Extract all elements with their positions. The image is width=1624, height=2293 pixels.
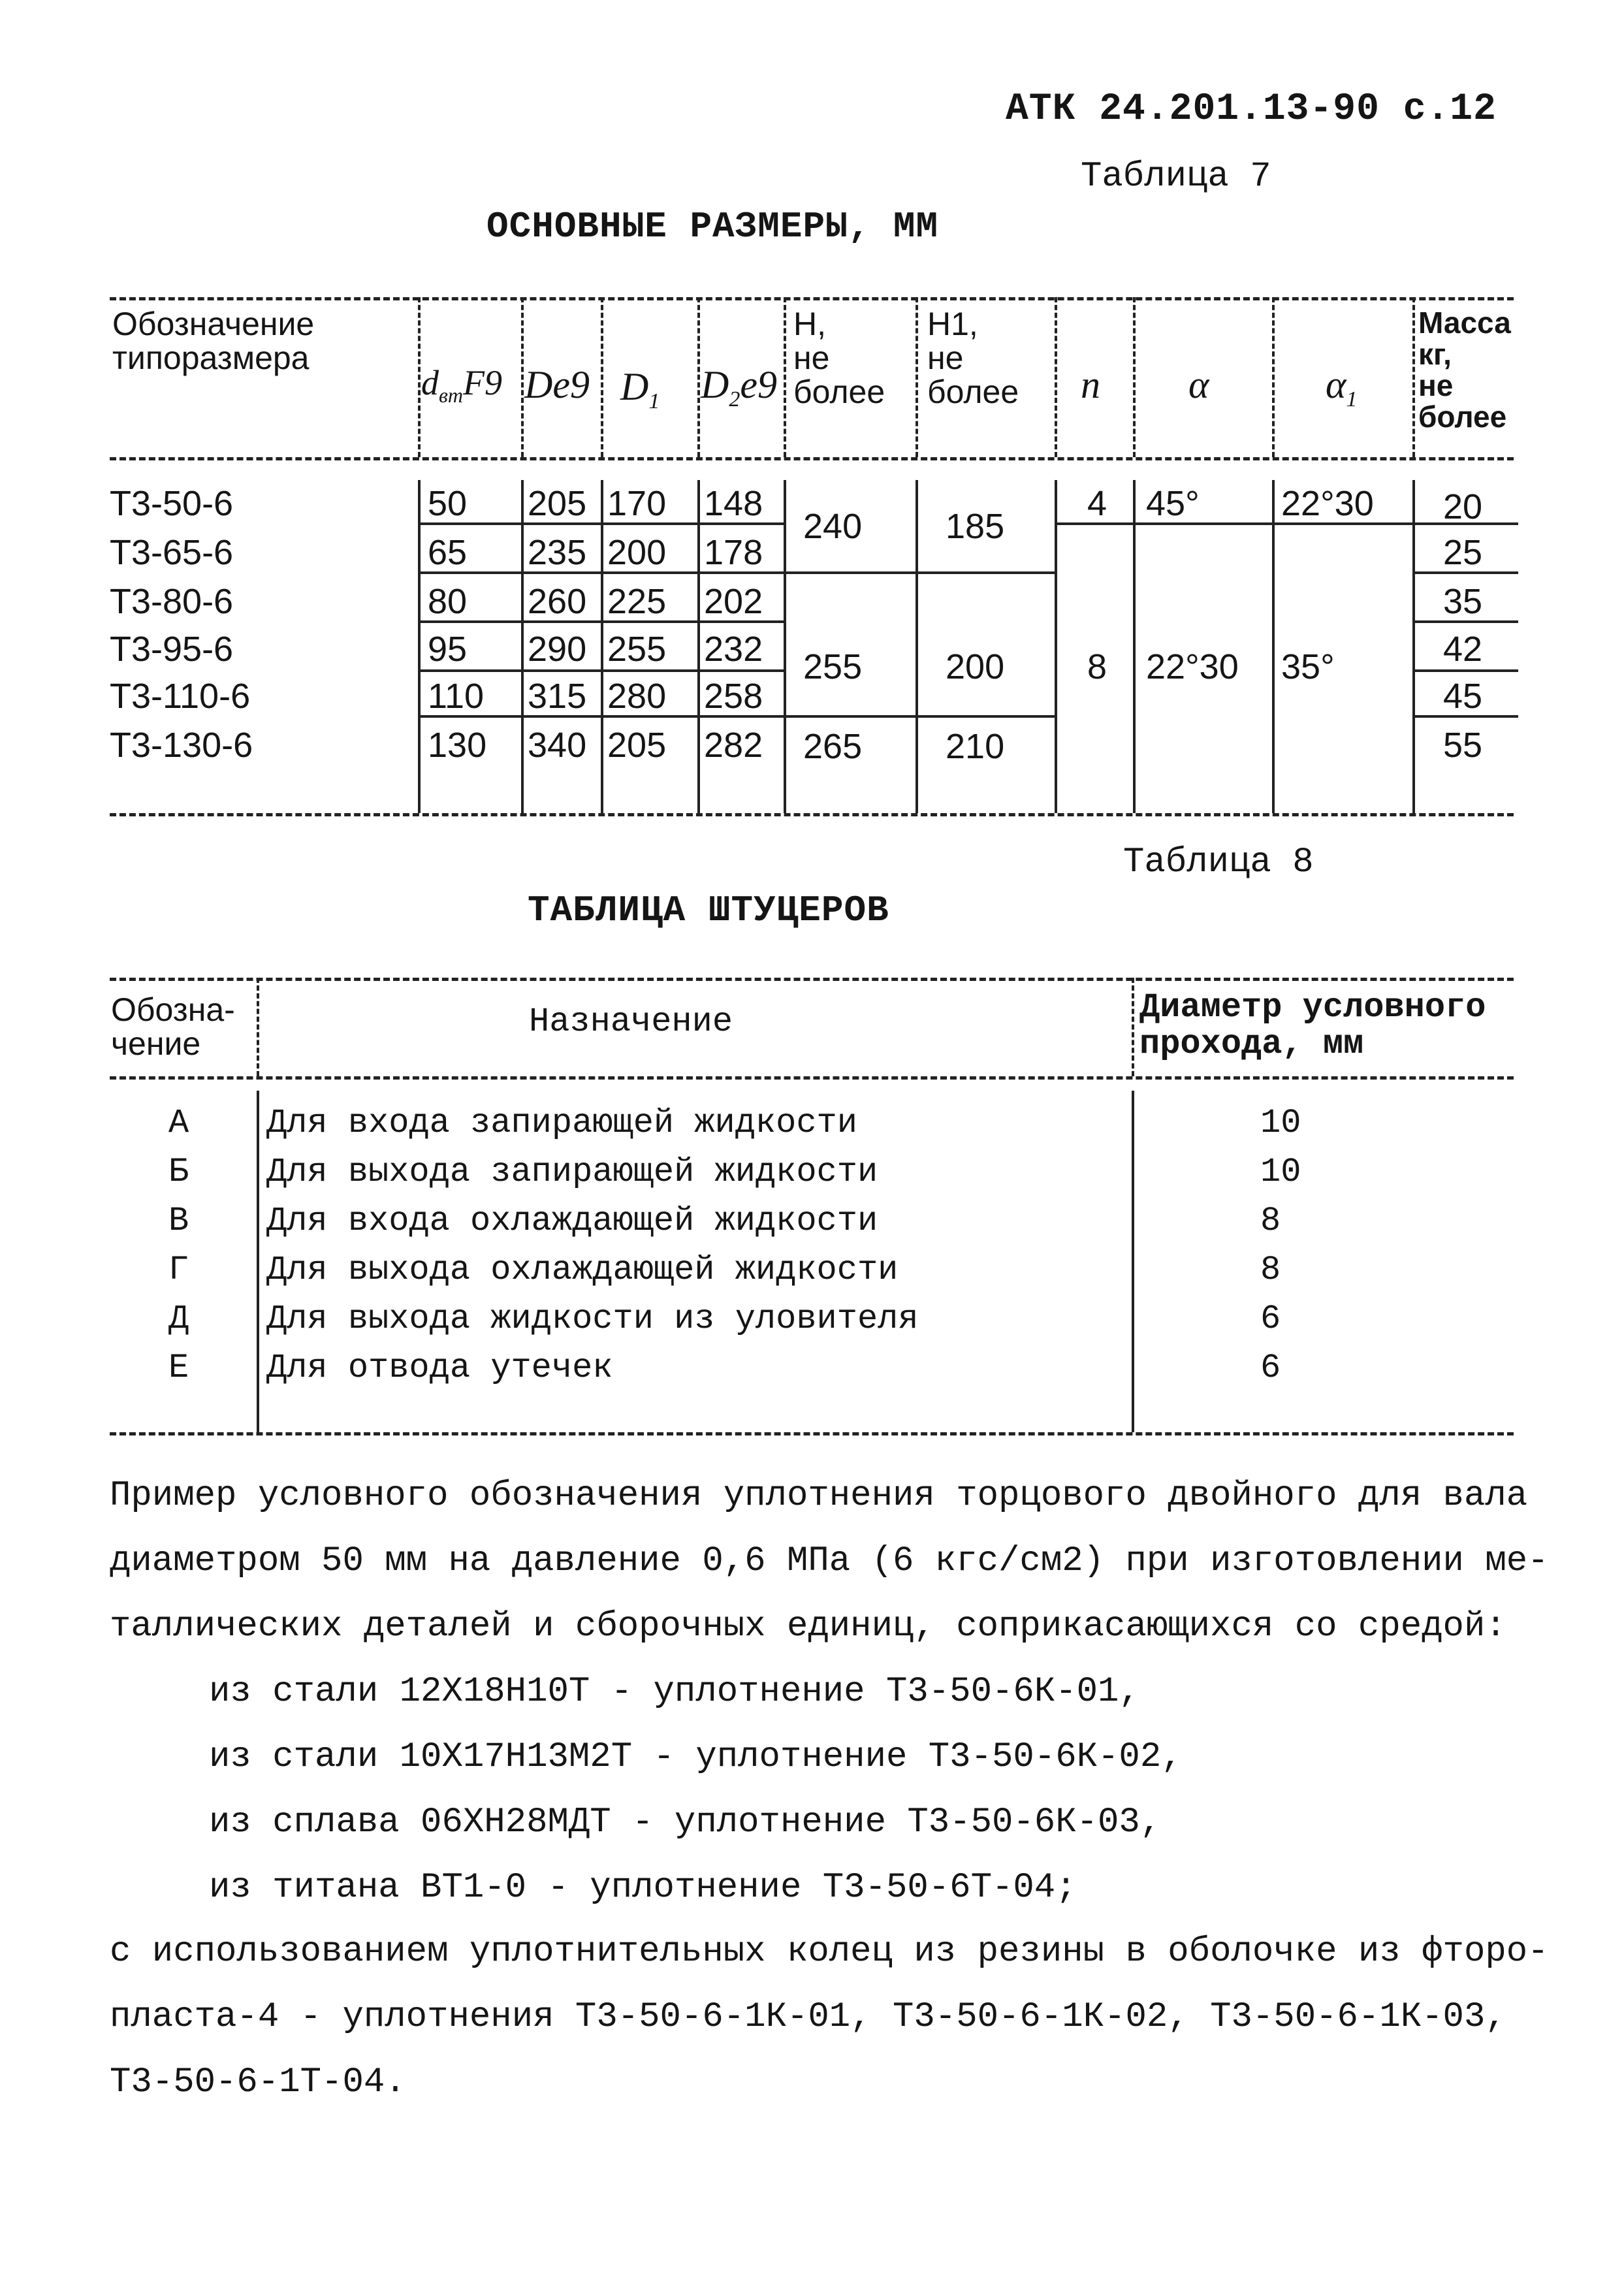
t7-cell-d1: 200	[607, 533, 667, 572]
t7-cell-alpha: 45°	[1146, 484, 1200, 523]
t7-cell-d2: 202	[704, 582, 763, 621]
t7-col-d2: $D_2e9$	[701, 363, 777, 411]
t7-row-name: Т3-130-6	[110, 726, 253, 765]
t8-code: А	[168, 1104, 189, 1142]
t7-cell-mass: 35	[1443, 582, 1483, 621]
table7-top-rule	[110, 297, 1514, 300]
t7-body-div	[915, 480, 918, 813]
t7-col-n: n	[1081, 363, 1100, 406]
paragraph-line: таллических деталей и сборочных единиц, соприкасающихся со средой:	[110, 1607, 1506, 1646]
t7-row-rule	[784, 571, 1055, 574]
t7-col-de: De9	[524, 363, 590, 406]
paragraph-line: из титана ВТ1-0 - уплотнение Т3-50-6Т-04;	[209, 1868, 1077, 1908]
t7-cell-d1: 280	[607, 677, 667, 716]
t7-hdr-div	[1055, 297, 1057, 457]
t7-cell-de: 205	[528, 484, 587, 523]
t7-cell-d2: 148	[704, 484, 763, 523]
t7-hdr-div	[915, 297, 918, 457]
t7-cell-alpha1: 22°30	[1281, 484, 1374, 523]
t7-cell-mass: 42	[1443, 630, 1483, 669]
table8-bottom-rule	[110, 1432, 1514, 1435]
t7-body-div	[1412, 480, 1415, 813]
table8-header-rule	[110, 1076, 1514, 1080]
t7-col-h: Н, не более	[793, 306, 885, 410]
t7-cell-mass: 55	[1443, 726, 1483, 765]
t7-hdr-div	[418, 297, 421, 457]
t7-row-name: Т3-80-6	[110, 582, 234, 621]
t7-row-name: Т3-110-6	[110, 677, 251, 716]
t7-col-d: $d_{вт}F9$	[421, 363, 502, 407]
t7-cell-d2: 282	[704, 726, 763, 765]
t7-cell-de: 290	[528, 630, 587, 669]
t8-dia: 8	[1260, 1251, 1281, 1289]
t7-col-d1: $D_1$	[620, 365, 660, 413]
paragraph-line: из сплава 06ХН28МДТ - уплотнение Т3-50-6К-03,	[209, 1803, 1162, 1842]
t7-cell-d1: 170	[607, 484, 667, 523]
t7-cell-alpha: 22°30	[1146, 647, 1239, 686]
t8-dia: 6	[1260, 1349, 1281, 1387]
t8-code: Б	[168, 1153, 189, 1191]
t7-cell-d: 50	[428, 484, 468, 523]
t7-cell-d: 110	[428, 677, 485, 716]
t7-body-div	[1272, 480, 1275, 813]
t7-col-designation: Обозначение типоразмера	[112, 306, 315, 376]
t7-cell-d: 95	[428, 630, 468, 669]
t7-cell-d2: 232	[704, 630, 763, 669]
t8-dia: 10	[1260, 1104, 1301, 1142]
t8-body-div	[257, 1091, 259, 1432]
paragraph-line: из стали 10Х17Н13М2Т - уплотнение Т3-50-6К-02,	[209, 1737, 1183, 1777]
t7-hdr-div	[1133, 297, 1136, 457]
t7-hdr-div	[784, 297, 786, 457]
t7-cell-h1: 210	[946, 727, 1005, 766]
t8-purpose: Для отвода утечек	[266, 1349, 613, 1387]
document-code: АТК 24.201.13-90 с.12	[1006, 88, 1497, 131]
t8-purpose: Для выхода запирающей жидкости	[266, 1153, 878, 1191]
paragraph-line: из стали 12Х18Н10Т - уплотнение Т3-50-6К-01,	[209, 1672, 1140, 1712]
t7-row-name: Т3-65-6	[110, 533, 234, 572]
table7-label: Таблица 7	[1081, 157, 1271, 197]
table7-header-rule	[110, 457, 1514, 460]
t7-body-div	[521, 480, 524, 813]
t7-cell-n: 4	[1087, 484, 1107, 523]
t8-col-code: Обозна- чение	[111, 991, 235, 1062]
t7-cell-mass: 25	[1443, 533, 1483, 572]
t7-cell-mass: 20	[1443, 487, 1483, 526]
t7-body-div	[697, 480, 700, 813]
table8-title: ТАБЛИЦА ШТУЦЕРОВ	[528, 890, 889, 931]
paragraph-line: с использованием уплотнительных колец из резины в оболочке из фторо-	[110, 1932, 1549, 1972]
t7-hdr-div	[601, 297, 603, 457]
t7-cell-d1: 255	[607, 630, 667, 669]
t7-cell-d2: 178	[704, 533, 763, 572]
t7-body-div	[784, 480, 786, 813]
t7-cell-mass: 45	[1443, 677, 1483, 716]
t7-body-div	[418, 480, 421, 813]
t7-cell-de: 340	[528, 726, 587, 765]
t7-row-rule	[1412, 669, 1518, 672]
t8-dia: 10	[1260, 1153, 1301, 1191]
t7-cell-h: 240	[803, 507, 863, 546]
t7-hdr-div	[1272, 297, 1275, 457]
table8-top-rule	[110, 978, 1514, 981]
t7-body-div	[601, 480, 603, 813]
t8-code: В	[168, 1202, 189, 1240]
t8-code: Е	[168, 1349, 189, 1387]
t7-row-rule	[418, 669, 784, 672]
t7-cell-n: 8	[1087, 647, 1107, 686]
table8-label: Таблица 8	[1123, 842, 1314, 882]
t7-row-name: Т3-95-6	[110, 630, 234, 669]
t8-hdr-div	[257, 978, 259, 1076]
t8-body-div	[1132, 1091, 1134, 1432]
t7-cell-de: 260	[528, 582, 587, 621]
t7-cell-h1: 185	[946, 507, 1005, 546]
t7-cell-alpha1: 35°	[1281, 647, 1335, 686]
t7-col-alpha: α	[1188, 363, 1209, 406]
paragraph-line: Т3-50-6-1Т-04.	[110, 2062, 406, 2102]
t8-hdr-div	[1132, 978, 1134, 1076]
t7-hdr-div	[1412, 297, 1415, 457]
t7-cell-h: 255	[803, 647, 863, 686]
t8-col-purpose: Назначение	[529, 1002, 733, 1041]
t8-code: Г	[168, 1251, 189, 1289]
t8-purpose: Для входа охлаждающей жидкости	[266, 1202, 878, 1240]
t7-body-div	[1133, 480, 1136, 813]
t7-col-alpha1: $\alpha_1$	[1326, 363, 1358, 411]
t7-cell-de: 235	[528, 533, 587, 572]
t7-hdr-div	[697, 297, 700, 457]
t7-hdr-div	[521, 297, 524, 457]
t7-cell-d: 130	[428, 726, 487, 765]
t7-cell-d1: 205	[607, 726, 667, 765]
table7-title: ОСНОВНЫЕ РАЗМЕРЫ, ММ	[486, 206, 939, 248]
t7-col-h1: Н1, не более	[927, 306, 1019, 410]
t8-code: Д	[168, 1300, 189, 1338]
t7-body-div	[1055, 480, 1057, 813]
t8-purpose: Для входа запирающей жидкости	[266, 1104, 857, 1142]
t7-cell-de: 315	[528, 677, 587, 716]
t7-cell-d2: 258	[704, 677, 763, 716]
paragraph-line: пласта-4 - уплотнения Т3-50-6-1К-01, Т3-50-6-1К-02, Т3-50-6-1К-03,	[110, 1997, 1506, 2037]
t7-cell-h1: 200	[946, 647, 1005, 686]
t7-cell-d1: 225	[607, 582, 667, 621]
paragraph-line: диаметром 50 мм на давление 0,6 МПа (6 кгс/см2) при изготовлении ме-	[110, 1541, 1549, 1581]
t7-cell-h: 265	[803, 727, 863, 766]
t7-col-mass: Масса кг, не более	[1418, 306, 1511, 434]
t8-dia: 6	[1260, 1300, 1281, 1338]
t7-cell-d: 80	[428, 582, 468, 621]
t8-col-diameter: Диаметр условного прохода, мм	[1139, 988, 1486, 1063]
t8-dia: 8	[1260, 1202, 1281, 1240]
t7-cell-d: 65	[428, 533, 468, 572]
paragraph-line: Пример условного обозначения уплотнения торцового двойного для вала	[110, 1476, 1528, 1516]
t8-purpose: Для выхода охлаждающей жидкости	[266, 1251, 899, 1289]
table7-bottom-rule	[110, 813, 1514, 816]
t7-row-name: Т3-50-6	[110, 484, 234, 523]
t8-purpose: Для выхода жидкости из уловителя	[266, 1300, 919, 1338]
